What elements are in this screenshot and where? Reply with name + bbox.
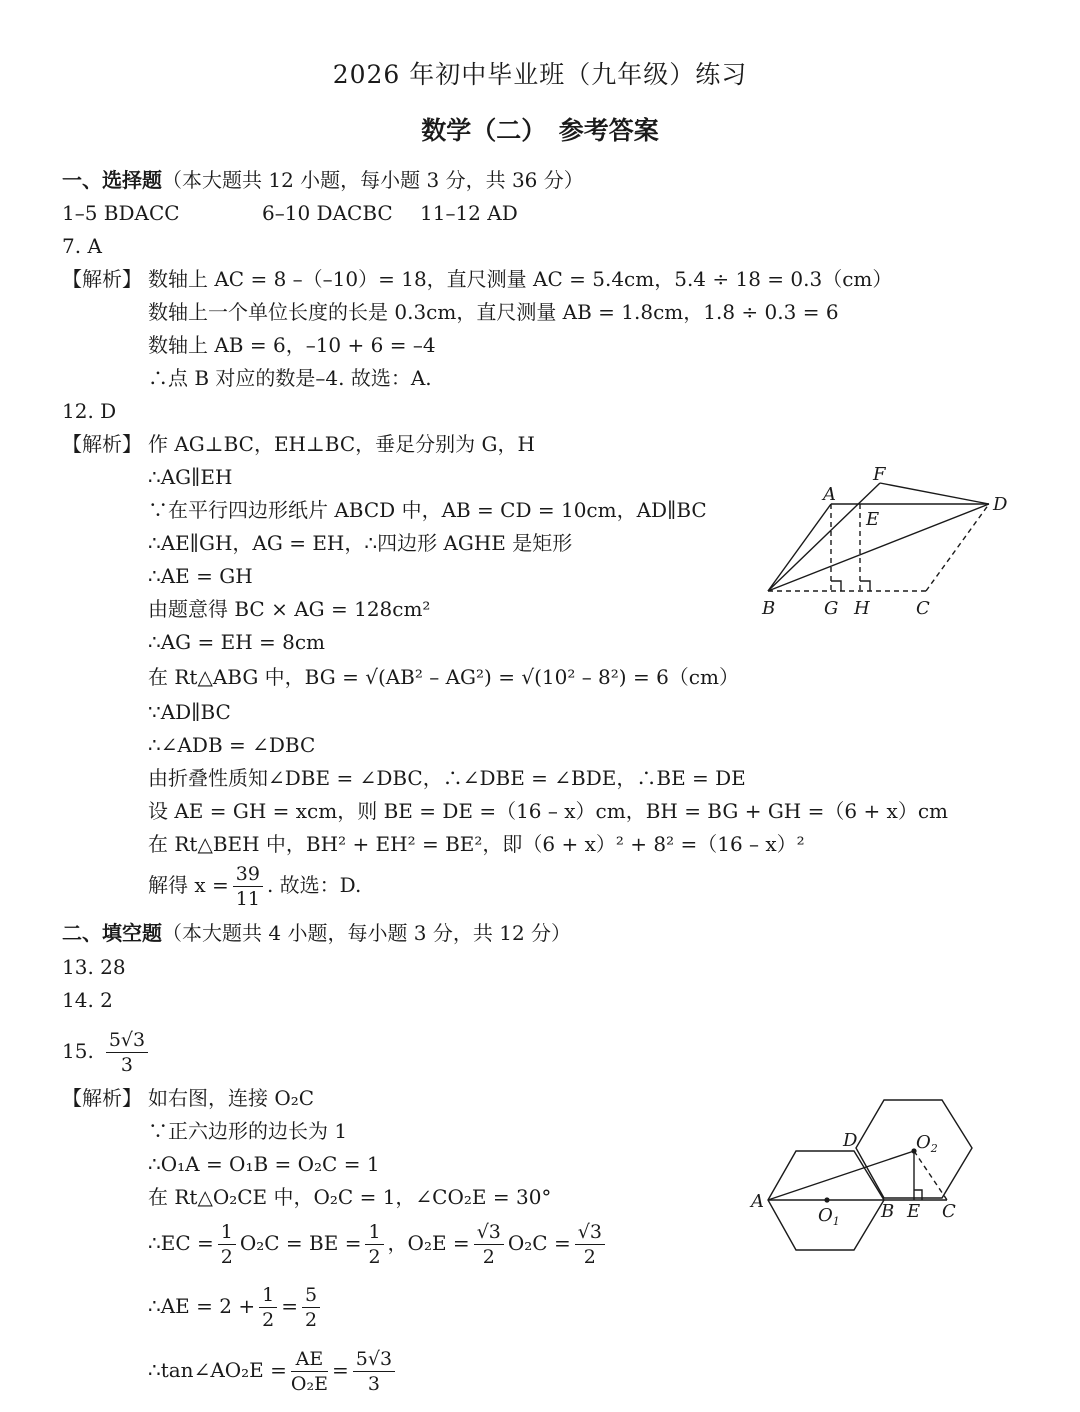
label-a: A: [823, 484, 836, 505]
label-c: C: [916, 598, 930, 619]
fraction-denominator: 2: [482, 1246, 495, 1268]
label-o1: [818, 1205, 840, 1228]
q15-l5-p2: O₂C = BE =: [239, 1231, 362, 1255]
answer-15-line: [62, 1028, 152, 1077]
q7-line-1: 数轴上 AC = 8 –（–10）= 18，直尺测量 AC = 5.4cm，5.4 ÷ 18 = 0.3（cm）: [148, 267, 893, 291]
q12-final-fraction: [233, 862, 263, 911]
fraction-denominator: 2: [220, 1246, 233, 1268]
q12-answer: 12. D: [62, 399, 117, 423]
fraction: [259, 1283, 277, 1332]
answer-14: 14. 2: [62, 988, 113, 1012]
right-angle-h: [860, 581, 870, 591]
q12-line-4: ∴AE∥GH，AG = EH，∴四边形 AGHE 是矩形: [148, 531, 573, 555]
q15-l6-p2: =: [281, 1294, 298, 1318]
q12-line-11: 由折叠性质知∠DBE = ∠DBC，∴∠DBE = ∠BDE，∴BE = DE: [148, 766, 746, 790]
label-b: B: [881, 1201, 895, 1222]
section2-heading: 二、填空题: [62, 921, 162, 945]
q12-line-6: 由题意得 BC × AG = 128cm²: [148, 597, 431, 621]
fraction: [291, 1347, 328, 1396]
answer-11-12: 11–12 AD: [420, 201, 518, 225]
fraction-numerator: 5√3: [106, 1028, 148, 1053]
right-angle-g: [831, 581, 841, 591]
fraction: [218, 1220, 236, 1269]
fraction-numerator: √3: [474, 1220, 504, 1245]
fraction-numerator: 39: [233, 862, 263, 887]
q12-parallelogram-figure: [740, 460, 1030, 630]
fraction-numerator: 5: [302, 1283, 320, 1308]
label-c: C: [942, 1201, 956, 1222]
label-o1-main: O: [818, 1205, 833, 1226]
label-e: E: [907, 1201, 921, 1222]
label-o2-sub: 2: [930, 1142, 938, 1155]
q12-line-12: 设 AE = GH = xcm，则 BE = DE =（16 – x）cm，BH = BG + GH =（6 + x）cm: [148, 799, 948, 823]
q15-l5-p1: ∴EC =: [148, 1231, 214, 1255]
q7-answer: 7. A: [62, 234, 102, 258]
fraction-numerator: 1: [365, 1220, 383, 1245]
fraction: [474, 1220, 504, 1269]
q12-line-5: ∴AE = GH: [148, 564, 253, 588]
q7-line-4: ∴点 B 对应的数是–4. 故选：A.: [148, 366, 432, 390]
answer-1-5: 1–5 BDACC: [62, 201, 180, 225]
fraction-denominator: 3: [120, 1054, 133, 1076]
label-g: G: [824, 598, 839, 619]
q15-line-5: [148, 1220, 609, 1269]
section2-note: （本大题共 4 小题，每小题 3 分，共 12 分）: [162, 921, 572, 945]
fraction-denominator: 2: [583, 1246, 596, 1268]
section2-heading-line: [62, 920, 571, 946]
fraction-denominator: O₂E: [290, 1373, 328, 1395]
fraction: [353, 1347, 395, 1396]
q12-analysis-label: 【解析】: [62, 432, 142, 456]
fraction-numerator: √3: [575, 1220, 605, 1245]
q15-l7-p2: =: [331, 1358, 349, 1382]
section1-heading: 一、选择题: [62, 168, 162, 192]
segment-fd: [880, 483, 989, 504]
fraction-numerator: AE: [291, 1347, 328, 1372]
q12-final-suffix: . 故选：D.: [266, 873, 362, 897]
answer-6-10: 6–10 DACBC: [262, 201, 393, 225]
label-a: A: [751, 1191, 764, 1212]
fraction-numerator: 5√3: [353, 1347, 395, 1372]
q12-line-9: ∵AD∥BC: [148, 700, 231, 724]
fraction-denominator: 2: [262, 1309, 275, 1331]
label-h: H: [854, 598, 870, 619]
center-o1: [824, 1197, 829, 1202]
q7-analysis-label: 【解析】: [62, 267, 142, 291]
q15-line-2: ∵正六边形的边长为 1: [148, 1119, 348, 1143]
q7-line-3: 数轴上 AB = 6，–10 + 6 = –4: [148, 333, 436, 357]
q15-l5-p3: ，O₂E =: [387, 1231, 470, 1255]
q15-line-1: 如右图，连接 O₂C: [148, 1086, 315, 1110]
fraction-denominator: 2: [304, 1309, 318, 1331]
fraction-denominator: 2: [368, 1246, 381, 1268]
answer-15-label: 15.: [62, 1039, 94, 1063]
fraction-numerator: 1: [218, 1220, 236, 1245]
segment-o2c: [914, 1151, 947, 1200]
document-subtitle: 数学（二） 参考答案: [421, 116, 659, 145]
q12-line-1: 作 AG⊥BC，EH⊥BC，垂足分别为 G，H: [148, 432, 535, 456]
q15-line-6: [148, 1283, 324, 1332]
q15-line-7: [148, 1347, 399, 1396]
section1-heading-line: [62, 167, 584, 193]
q7-line-2: 数轴上一个单位长度的长是 0.3cm，直尺测量 AB = 1.8cm，1.8 ÷ 0.3 = 6: [148, 300, 839, 324]
label-d: D: [993, 494, 1008, 515]
fraction: [575, 1220, 605, 1269]
document-title: 2026 年初中毕业班（九年级）练习: [332, 60, 748, 89]
label-o2-main: O: [916, 1132, 931, 1153]
label-d: D: [843, 1130, 858, 1151]
label-o2: [916, 1132, 938, 1155]
q15-analysis-label: 【解析】: [62, 1086, 142, 1110]
section1-note: （本大题共 12 小题，每小题 3 分，共 36 分）: [162, 168, 584, 192]
q12-line-13: 在 Rt△BEH 中，BH² + EH² = BE²，即（6 + x）² + 8² =（16 – x）²: [148, 832, 805, 856]
q15-l6-p1: ∴AE = 2 +: [148, 1294, 256, 1318]
label-f: F: [873, 464, 886, 485]
answer-13: 13. 28: [62, 955, 126, 979]
q15-hexagon-figure: [745, 1090, 985, 1260]
q15-line-3: ∴O₁A = O₁B = O₂C = 1: [148, 1152, 380, 1176]
fraction: [365, 1220, 383, 1269]
segment-ao2: [768, 1151, 914, 1200]
q12-line-3: ∵在平行四边形纸片 ABCD 中，AB = CD = 10cm，AD∥BC: [148, 498, 707, 522]
fraction-numerator: 1: [259, 1283, 277, 1308]
q12-line-10: ∴∠ADB = ∠DBC: [148, 733, 316, 757]
answer-15-fraction: [106, 1028, 148, 1077]
fraction: [302, 1283, 320, 1332]
fraction-denominator: 3: [367, 1373, 380, 1395]
label-b: B: [762, 598, 776, 619]
label-e: E: [866, 509, 880, 530]
q12-line-8: 在 Rt△ABG 中，BG = √(AB² – AG²) = √(10² – 8²) = 6（cm）: [148, 665, 739, 689]
q12-line-2: ∴AG∥EH: [148, 465, 233, 489]
q12-final-prefix: 解得 x =: [148, 873, 229, 897]
q15-l5-p4: O₂C =: [507, 1231, 571, 1255]
label-o1-sub: 1: [832, 1215, 840, 1228]
q12-final-line: [148, 862, 361, 911]
q12-line-7: ∴AG = EH = 8cm: [148, 630, 326, 654]
q15-l7-p1: ∴tan∠AO₂E =: [148, 1358, 287, 1382]
q15-line-4: 在 Rt△O₂CE 中，O₂C = 1，∠CO₂E = 30°: [148, 1185, 552, 1209]
fraction-denominator: 11: [235, 888, 260, 910]
